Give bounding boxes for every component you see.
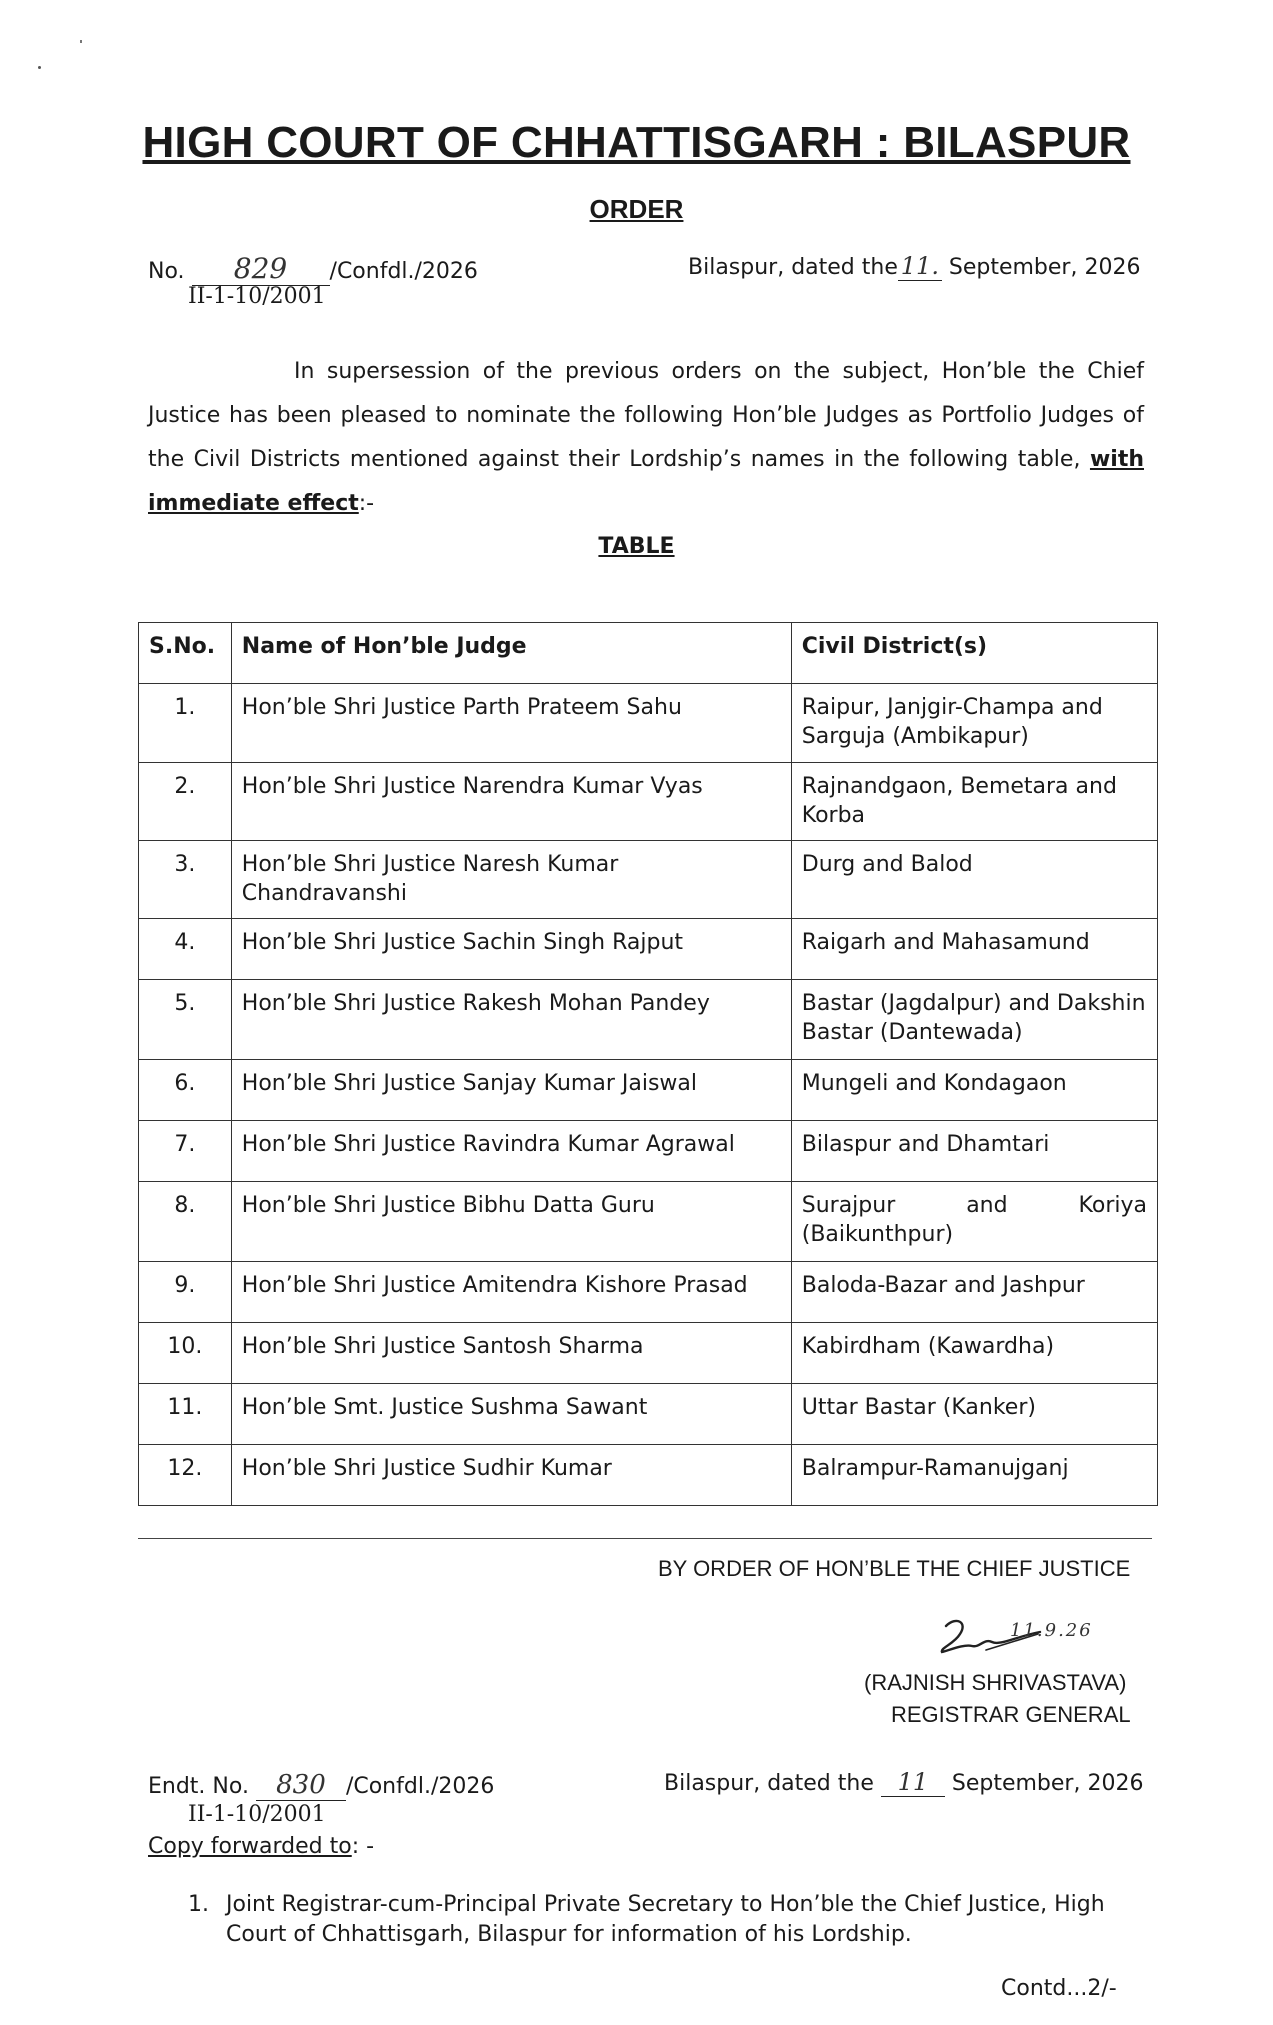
cell-districts: Kabirdham (Kawardha) xyxy=(791,1323,1157,1384)
order-heading: ORDER xyxy=(589,194,684,224)
cell-judge: Hon’ble Shri Justice Parth Prateem Sahu xyxy=(231,684,791,763)
list-item xyxy=(188,1890,1148,1950)
order-date-line xyxy=(688,252,1140,281)
order-number-prefix: No. xyxy=(148,259,185,284)
copy-forwarded-tail: : - xyxy=(351,1834,375,1859)
cell-sno: 1. xyxy=(139,684,232,763)
paragraph-emphasis: with immediate effect xyxy=(148,447,1144,516)
cell-sno: 11. xyxy=(139,1384,232,1445)
cell-judge: Hon’ble Smt. Justice Sushma Sawant xyxy=(231,1384,791,1445)
table-row xyxy=(139,1121,1158,1182)
registrar-designation: REGISTRAR GENERAL xyxy=(891,1702,1131,1727)
cell-judge: Hon’ble Shri Justice Bibhu Datta Guru xyxy=(231,1182,791,1262)
cell-sno: 8. xyxy=(139,1182,232,1262)
paragraph-text: In supersession of the previous orders on the subject, Hon’ble the Chief Justice has been pleased to nominate the following Hon’ble Judges as Portfolio Judges of the Civil Districts mentioned against their Lordship’s names in the following table, xyxy=(148,359,1144,472)
court-title: HIGH COURT OF CHHATTISGARH : BILASPUR xyxy=(142,118,1131,167)
cell-districts: Surajpur and Koriya (Baikunthpur) xyxy=(791,1182,1157,1262)
cell-judge: Hon’ble Shri Justice Rakesh Mohan Pandey xyxy=(231,980,791,1060)
cell-districts: Durg and Balod xyxy=(791,841,1157,919)
endorsement-day-blank xyxy=(881,1768,945,1797)
signature-handwritten-date: 11.9.26 xyxy=(1010,1620,1093,1641)
order-paragraph xyxy=(148,350,1144,526)
cell-judge: Hon’ble Shri Justice Sudhir Kumar xyxy=(231,1445,791,1506)
endorsement-number-blank xyxy=(256,1770,346,1801)
cell-sno: 10. xyxy=(139,1323,232,1384)
portfolio-judges-table xyxy=(138,622,1158,1506)
cell-districts: Balrampur-Ramanujganj xyxy=(791,1445,1157,1506)
cell-judge: Hon’ble Shri Justice Narendra Kumar Vyas xyxy=(231,763,791,841)
cell-sno: 7. xyxy=(139,1121,232,1182)
cell-districts: Bastar (Jagdalpur) and Dakshin Bastar (Dantewada) xyxy=(791,980,1157,1060)
cell-judge: Hon’ble Shri Justice Naresh Kumar Chandravanshi xyxy=(231,841,791,919)
cell-districts: Rajnandgaon, Bemetara and Korba xyxy=(791,763,1157,841)
column-header-judge: Name of Hon’ble Judge xyxy=(231,623,791,684)
order-day-handwritten: 11. xyxy=(900,252,939,280)
order-file-number: II-1-10/2001 xyxy=(188,284,326,309)
order-number-blank xyxy=(192,252,330,286)
endorsement-date-line xyxy=(664,1768,1143,1797)
order-date-prefix: Bilaspur, dated the xyxy=(688,255,898,280)
endorsement-date-prefix: Bilaspur, dated the xyxy=(664,1771,874,1796)
table-row xyxy=(139,684,1158,763)
cell-districts: Mungeli and Kondagaon xyxy=(791,1060,1157,1121)
endorsement-suffix: /Confdl./2026 xyxy=(345,1774,495,1799)
order-number-suffix: /Confdl./2026 xyxy=(329,259,478,284)
table-row xyxy=(139,1445,1158,1506)
table-row xyxy=(139,1384,1158,1445)
order-number-line xyxy=(148,252,478,286)
order-number-handwritten: 829 xyxy=(233,252,288,285)
registrar-name: (RAJNISH SHRIVASTAVA) xyxy=(864,1670,1127,1695)
cell-districts: Raipur, Janjgir-Champa and Sarguja (Ambikapur) xyxy=(791,684,1157,763)
cell-sno: 6. xyxy=(139,1060,232,1121)
cell-sno: 2. xyxy=(139,763,232,841)
endorsement-file-number: II-1-10/2001 xyxy=(188,1802,326,1827)
cell-districts: Uttar Bastar (Kanker) xyxy=(791,1384,1157,1445)
cell-districts: Bilaspur and Dhamtari xyxy=(791,1121,1157,1182)
list-item-number: 1. xyxy=(188,1892,209,1917)
column-header-districts: Civil District(s) xyxy=(791,623,1157,684)
continued-marker: Contd...2/- xyxy=(1001,1976,1117,2001)
cell-sno: 12. xyxy=(139,1445,232,1506)
column-header-sno: S.No. xyxy=(139,623,232,684)
copy-forwarded-line xyxy=(148,1834,374,1859)
order-month-year: September, 2026 xyxy=(948,255,1141,280)
scan-speck xyxy=(38,66,41,69)
copy-list xyxy=(188,1890,1148,1950)
table-row xyxy=(139,1262,1158,1323)
by-order-line: BY ORDER OF HON’BLE THE CHIEF JUSTICE xyxy=(658,1556,1131,1581)
table-row xyxy=(139,919,1158,980)
cell-districts: Baloda-Bazar and Jashpur xyxy=(791,1262,1157,1323)
copy-forwarded-label: Copy forwarded to xyxy=(148,1834,352,1859)
endorsement-prefix: Endt. No. xyxy=(148,1774,249,1799)
table-row xyxy=(139,1060,1158,1121)
scan-speck xyxy=(80,40,82,43)
cell-districts: Raigarh and Mahasamund xyxy=(791,919,1157,980)
table-heading: TABLE xyxy=(598,534,675,559)
cell-judge: Hon’ble Shri Justice Sanjay Kumar Jaiswal xyxy=(231,1060,791,1121)
cell-sno: 3. xyxy=(139,841,232,919)
table-row xyxy=(139,841,1158,919)
cell-sno: 4. xyxy=(139,919,232,980)
cell-sno: 9. xyxy=(139,1262,232,1323)
endorsement-number-handwritten: 830 xyxy=(276,1770,326,1800)
table-row xyxy=(139,763,1158,841)
list-item-text: Joint Registrar-cum-Principal Private Secretary to Hon’ble the Chief Justice, High Court of Chhattisgarh, Bilaspur for information of his Lordship. xyxy=(226,1892,1105,1947)
paragraph-tail: :- xyxy=(358,491,375,516)
endorsement-number-line xyxy=(148,1770,494,1801)
divider-line xyxy=(138,1538,1152,1539)
cell-judge: Hon’ble Shri Justice Ravindra Kumar Agrawal xyxy=(231,1121,791,1182)
table-header-row xyxy=(139,623,1158,684)
cell-judge: Hon’ble Shri Justice Sachin Singh Rajput xyxy=(231,919,791,980)
order-day-blank xyxy=(898,252,942,281)
endorsement-day-handwritten: 11 xyxy=(897,1768,929,1796)
table-row xyxy=(139,1323,1158,1384)
table-row xyxy=(139,980,1158,1060)
endorsement-month-year: September, 2026 xyxy=(951,1771,1144,1796)
cell-sno: 5. xyxy=(139,980,232,1060)
cell-judge: Hon’ble Shri Justice Amitendra Kishore Prasad xyxy=(231,1262,791,1323)
table-row xyxy=(139,1182,1158,1262)
cell-judge: Hon’ble Shri Justice Santosh Sharma xyxy=(231,1323,791,1384)
